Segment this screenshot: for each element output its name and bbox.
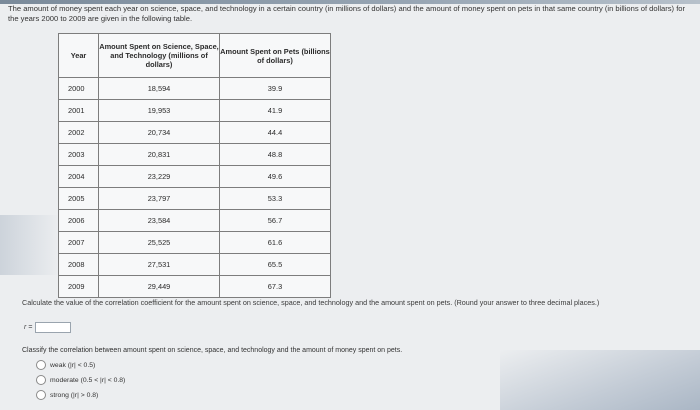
table-row — [59, 78, 331, 100]
table-row — [59, 100, 331, 122]
cell-year: 2009 — [59, 276, 99, 298]
table-row — [59, 232, 331, 254]
cell-pets: 56.7 — [220, 210, 331, 232]
cell-science: 20,734 — [99, 122, 220, 144]
cell-year: 2008 — [59, 254, 99, 276]
option-strong[interactable] — [36, 390, 98, 400]
cell-year: 2006 — [59, 210, 99, 232]
table-header-row — [59, 34, 331, 78]
option-label: moderate (0.5 < |r| < 0.8) — [50, 376, 126, 384]
correlation-answer-input[interactable] — [35, 322, 71, 333]
cell-pets: 48.8 — [220, 144, 331, 166]
option-label: weak (|r| < 0.5) — [50, 361, 96, 369]
table-row — [59, 276, 331, 298]
radio-button[interactable] — [36, 375, 46, 385]
cell-year: 2000 — [59, 78, 99, 100]
cell-year: 2003 — [59, 144, 99, 166]
header-science: Amount Spent on Science, Space, and Technology (millions of dollars) — [99, 34, 220, 78]
header-year: Year — [59, 34, 99, 78]
option-label: strong (|r| > 0.8) — [50, 391, 99, 399]
cell-science: 23,229 — [99, 166, 220, 188]
screen-glare — [500, 350, 700, 410]
cell-science: 29,449 — [99, 276, 220, 298]
cell-pets: 61.6 — [220, 232, 331, 254]
cell-pets: 49.6 — [220, 166, 331, 188]
table-row — [59, 144, 331, 166]
cell-pets: 67.3 — [220, 276, 331, 298]
cell-year: 2004 — [59, 166, 99, 188]
header-pets: Amount Spent on Pets (billions of dollars) — [220, 34, 331, 78]
cell-pets: 53.3 — [220, 188, 331, 210]
table-row — [59, 210, 331, 232]
cell-science: 23,584 — [99, 210, 220, 232]
option-moderate[interactable] — [36, 375, 125, 385]
correlation-question: Calculate the value of the correlation coefficient for the amount spent on science, space, and technology and the amount spent on pets. (Round your answer to three decimal places.) — [22, 298, 600, 307]
table-row — [59, 122, 331, 144]
cell-science: 18,594 — [99, 78, 220, 100]
table-row — [59, 254, 331, 276]
cell-science: 27,531 — [99, 254, 220, 276]
cell-year: 2002 — [59, 122, 99, 144]
radio-button[interactable] — [36, 360, 46, 370]
cell-science: 23,797 — [99, 188, 220, 210]
classify-question: Classify the correlation between amount spent on science, space, and technology and the amount of money spent on pets. — [22, 347, 403, 354]
cell-science: 25,525 — [99, 232, 220, 254]
cell-science: 20,831 — [99, 144, 220, 166]
screen-glare-left — [0, 215, 60, 275]
cell-year: 2007 — [59, 232, 99, 254]
option-weak[interactable] — [36, 360, 95, 370]
answer-label: r = — [24, 323, 33, 331]
cell-year: 2005 — [59, 188, 99, 210]
cell-science: 19,953 — [99, 100, 220, 122]
cell-year: 2001 — [59, 100, 99, 122]
table-row — [59, 166, 331, 188]
cell-pets: 39.9 — [220, 78, 331, 100]
cell-pets: 44.4 — [220, 122, 331, 144]
problem-intro: The amount of money spent each year on science, space, and technology in a certain country (in millions of dollars) and the amount of money spent on pets in that same country (in billions of dollars) for the years 2000 to 2009 are given in the following table. — [8, 4, 686, 23]
table-row — [59, 188, 331, 210]
data-table — [58, 33, 331, 298]
answer-row — [24, 321, 71, 333]
cell-pets: 41.9 — [220, 100, 331, 122]
cell-pets: 65.5 — [220, 254, 331, 276]
radio-button[interactable] — [36, 390, 46, 400]
